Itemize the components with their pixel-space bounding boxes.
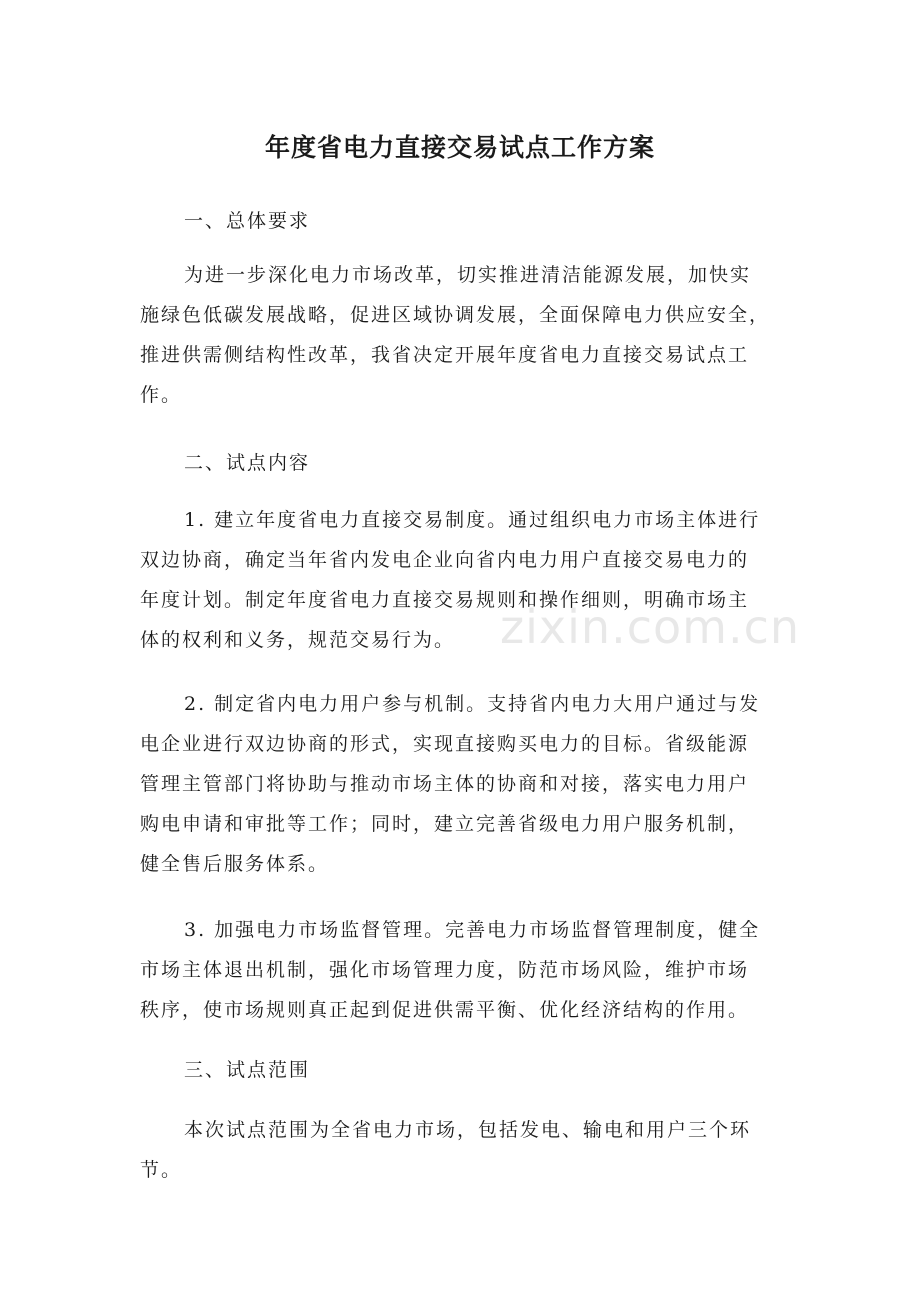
paragraph-line: 本次试点范围为全省电力市场，包括发电、输电和用户三个环 [184,1119,752,1141]
paragraph-line: 电企业进行双边协商的形式，实现直接购买电力的目标。省级能源 [140,733,750,755]
paragraph-line: 施绿色低碳发展战略，促进区域协调发展，全面保障电力供应安全， [140,304,771,326]
paragraph-line: 秩序，使市场规则真正起到促进供需平衡、优化经济结构的作用。 [140,999,750,1021]
paragraph-line: 3. 加强电力市场监督管理。完善电力市场监督管理制度，健全 [184,919,761,941]
paragraph-line: 健全售后服务体系。 [140,853,330,875]
section-heading: 二、试点内容 [184,452,311,474]
watermark: zixin.com.cn [500,600,801,654]
paragraph [140,684,780,884]
paragraph-line: 推进供需侧结构性改革，我省决定开展年度省电力直接交易试点工 [140,344,750,366]
section-heading: 三、试点范围 [184,1059,311,1081]
document-title: 年度省电力直接交易试点工作方案 [264,133,655,162]
paragraph [140,255,780,415]
paragraph-line: 年度计划。制定年度省电力直接交易规则和操作细则，明确市场主 [140,589,750,611]
paragraph-line: 1. 建立年度省电力直接交易制度。通过组织电力市场主体进行 [184,509,761,531]
section-heading: 一、总体要求 [184,210,311,232]
paragraph-line: 管理主管部门将协助与推动市场主体的协商和对接，落实电力用户 [140,773,750,795]
paragraph-line: 购电申请和审批等工作；同时，建立完善省级电力用户服务机制， [140,813,750,835]
paragraph-line: 双边协商，确定当年省内发电企业向省内电力用户直接交易电力的 [140,549,750,571]
paragraph [140,910,780,1030]
paragraph-line: 节。 [140,1159,183,1181]
paragraph-line: 为进一步深化电力市场改革，切实推进清洁能源发展，加快实 [184,264,752,286]
paragraph-line: 2. 制定省内电力用户参与机制。支持省内电力大用户通过与发 [184,693,761,715]
paragraph-line: 市场主体退出机制，强化市场管理力度，防范市场风险，维护市场 [140,959,750,981]
paragraph-line: 体的权利和义务，规范交易行为。 [140,629,456,651]
paragraph [140,1110,780,1190]
paragraph-line: 作。 [140,384,183,406]
